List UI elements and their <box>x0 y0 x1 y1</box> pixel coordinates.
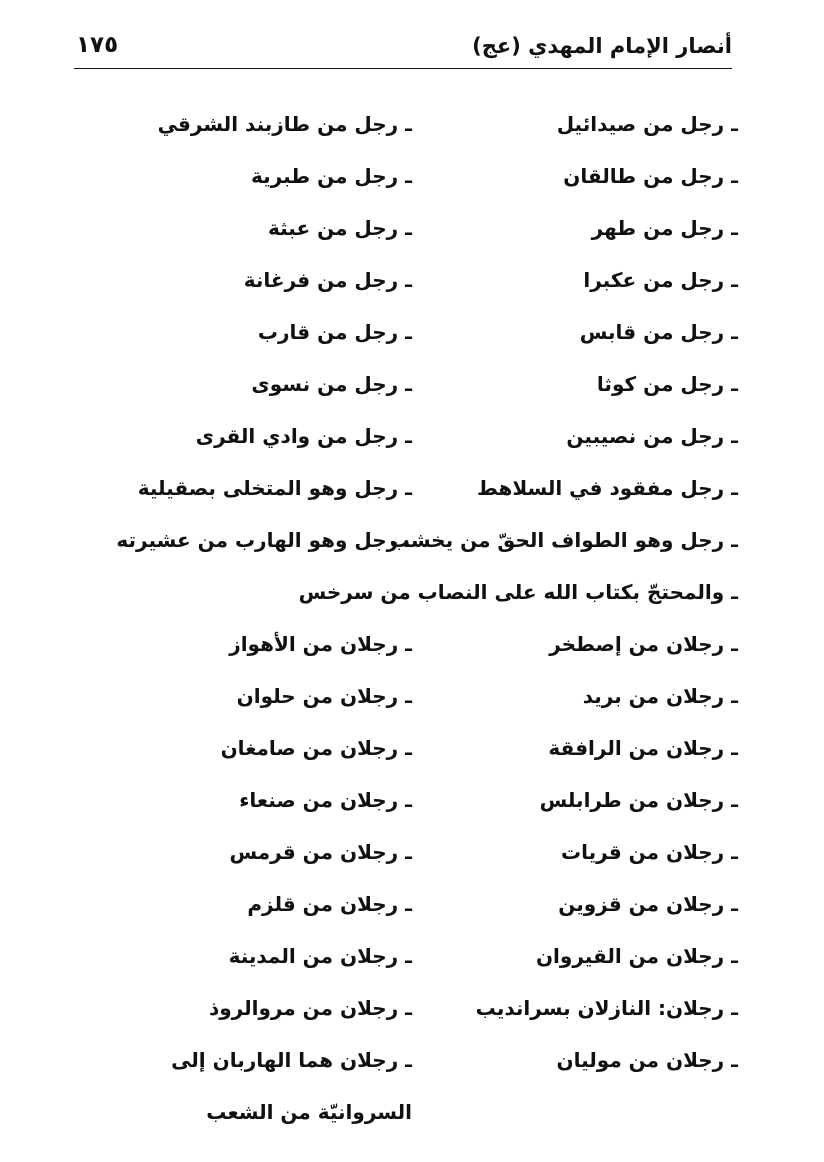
entry-left-9: ـ رجل وهو الهارب من عشيرته <box>116 528 412 552</box>
entry-left-6: ـ رجل من نسوى <box>251 372 412 396</box>
entry-right-9: ـ رجل وهو الطواف الحقّ من يخشب <box>389 528 738 552</box>
entry-left-7: ـ رجل من وادي القرى <box>195 424 412 448</box>
header-divider <box>74 68 732 69</box>
entry-left-18: ـ رجلان من مروالروذ <box>208 996 412 1020</box>
entry-left-5: ـ رجل من قارب <box>257 320 412 344</box>
page-number: ١٧٥ <box>76 32 119 58</box>
entry-left-17: ـ رجلان من المدينة <box>228 944 412 968</box>
entry-right-5: ـ رجل من قابس <box>579 320 738 344</box>
running-header-title: أنصار الإمام المهدي (عج) <box>472 34 732 58</box>
entry-right-4: ـ رجل من عكبرا <box>583 268 738 292</box>
entry-right-3: ـ رجل من طهر <box>591 216 738 240</box>
entry-left-3: ـ رجل من عبثة <box>267 216 412 240</box>
entry-right-10: ـ والمحتجّ بكتاب الله على النصاب من سرخس <box>298 580 738 604</box>
entry-right-8: ـ رجل مفقود في السلاهط <box>477 476 738 500</box>
entry-left-12: ـ رجلان من حلوان <box>236 684 412 708</box>
entry-left-8: ـ رجل وهو المتخلى بصقيلية <box>137 476 412 500</box>
entry-left-14: ـ رجلان من صنعاء <box>239 788 412 812</box>
entry-right-18: ـ رجلان: النازلان بسرانديب <box>475 996 738 1020</box>
entry-right-14: ـ رجلان من طرابلس <box>539 788 738 812</box>
entry-right-1: ـ رجل من صيدائيل <box>556 112 738 136</box>
entry-right-15: ـ رجلان من قريات <box>561 840 738 864</box>
entry-left-4: ـ رجل من فرغانة <box>243 268 412 292</box>
entry-left-13: ـ رجلان من صامغان <box>220 736 412 760</box>
entry-right-19: ـ رجلان من موليان <box>556 1048 738 1072</box>
entry-right-2: ـ رجل من طالقان <box>563 164 738 188</box>
entry-right-7: ـ رجل من نصيبين <box>566 424 738 448</box>
entry-right-6: ـ رجل من كوثا <box>596 372 738 396</box>
entry-left-11: ـ رجلان من الأهواز <box>229 632 412 656</box>
entry-left-2: ـ رجل من طبرية <box>251 164 412 188</box>
entry-right-12: ـ رجلان من بريد <box>582 684 738 708</box>
entry-right-17: ـ رجلان من القيروان <box>535 944 738 968</box>
entry-left-19: ـ رجلان هما الهاربان إلى السروانيّة من الشعب <box>171 1048 412 1124</box>
entry-right-13: ـ رجلان من الرافقة <box>548 736 738 760</box>
entry-right-11: ـ رجلان من إصطخر <box>549 632 738 656</box>
entry-right-16: ـ رجلان من قزوين <box>558 892 738 916</box>
entry-left-1: ـ رجل من طازبند الشرقي <box>157 112 412 136</box>
entry-left-15: ـ رجلان من قرمس <box>229 840 412 864</box>
entry-left-16: ـ رجلان من قلزم <box>247 892 412 916</box>
